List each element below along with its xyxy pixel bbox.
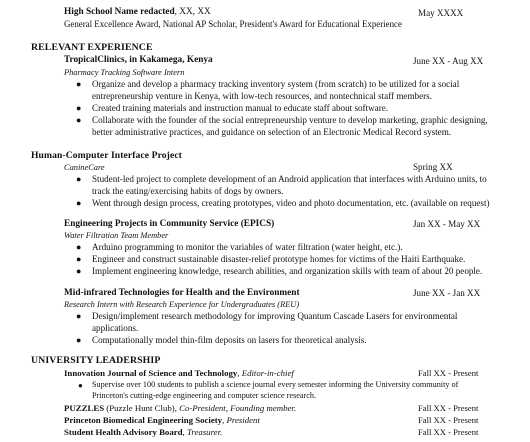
- bullet-text: Went through design process, creating prototypes, video and photo documentation, etc. (available on request): [92, 198, 490, 208]
- midir-org: Mid-infrared Technologies for Health and the Environment: [64, 288, 300, 298]
- bullet-dot: ●: [76, 115, 82, 125]
- shab-sep: ,: [182, 427, 187, 437]
- hci-project: CanineCare: [64, 163, 105, 172]
- section-heading-university-leadership: UNIVERSITY LEADERSHIP: [31, 355, 161, 366]
- bullet-dot: ●: [76, 254, 82, 264]
- bullet-text: applications.: [92, 323, 139, 333]
- epics-date: Jan XX - May XX: [413, 219, 481, 229]
- bullet-text: Organize and develop a pharmacy tracking inventory system (from scratch) to be utilized for a social: [92, 79, 460, 89]
- bullet-text: Design/implement research methodology for improving Quantum Cascade Lasers for environmental: [92, 311, 458, 321]
- shab-date: Fall XX - Present: [418, 427, 479, 437]
- epics-org: Engineering Projects in Community Service (EPICS): [64, 219, 275, 229]
- bullet-text: entrepreneurship venture in Kenya, with low-tech resources, and nontechnical staff members.: [92, 91, 432, 101]
- puzzles-date: Fall XX - Present: [418, 403, 479, 413]
- bullet-text: Arduino programming to monitor the variables of water filtration (water height, etc.).: [92, 242, 403, 252]
- high-school-name: High School Name redacted: [64, 7, 175, 17]
- ijst-date: Fall XX - Present: [418, 368, 479, 378]
- bullet-text: Engineer and construct sustainable disaster-relief prototype homes for victims of the Haiti Earthquake.: [92, 254, 466, 264]
- high-school-date: May XXXX: [418, 8, 464, 18]
- puzzles-role: Co-President, Founding member.: [179, 403, 297, 413]
- puzzles-org: PUZZLES: [64, 403, 105, 413]
- tropical-org: TropicalClinics, in Kakamega, Kenya: [64, 55, 213, 65]
- bullet-dot: ●: [76, 79, 82, 89]
- epics-role: Water Filtration Team Member: [64, 231, 169, 240]
- bullet-text: Created training materials and instruction manual to educate staff about software.: [92, 103, 389, 113]
- tropical-role: Pharmacy Tracking Software Intern: [64, 68, 185, 77]
- hci-date: Spring XX: [413, 162, 453, 172]
- bullet-dot: ●: [76, 174, 82, 184]
- pbes-date: Fall XX - Present: [418, 415, 479, 425]
- section-heading-relevant-experience: RELEVANT EXPERIENCE: [31, 42, 153, 53]
- ijst-sep: ,: [237, 368, 242, 378]
- bullet-dot: ●: [76, 103, 82, 113]
- hci-heading: Human-Computer Interface Project: [31, 150, 182, 161]
- bullet-dot: ●: [76, 311, 82, 321]
- bullet-dot: ●: [78, 381, 83, 390]
- midir-role: Research Intern with Research Experience for Undergraduates (REU): [64, 300, 300, 309]
- bullet-text: Computationally model thin-film deposits on lasers for theoretical analysis.: [92, 335, 367, 345]
- pbes-org: Princeton Biomedical Engineering Society: [64, 415, 223, 425]
- high-school-awards: General Excellence Award, National AP Scholar, President's Award for Educational Experience: [64, 19, 402, 29]
- ijst-role: Editor-in-chief: [241, 368, 294, 378]
- bullet-text: better administrative practices, and guidance on selection of an Electronic Medical Record system.: [92, 127, 452, 137]
- shab-org: Student Health Advisory Board: [64, 427, 183, 437]
- bullet-text: Student-led project to complete development of an Android application that interfaces with Arduino units, to: [92, 174, 487, 184]
- puzzles-rest: (Puzzle Hunt Club),: [104, 403, 180, 413]
- high-school-location: , XX, XX: [174, 7, 211, 17]
- pbes-sep: ,: [222, 415, 227, 425]
- bullet-text: track the eating/exercising habits of dogs by owners.: [92, 186, 284, 196]
- bullet-dot: ●: [76, 335, 82, 345]
- bullet-text: Princeton's cutting-edge engineering and computer science research.: [92, 391, 317, 400]
- bullet-text: Supervise over 100 students to publish a science journal every semester informing the University community of: [92, 380, 459, 389]
- tropical-date: June XX - Aug XX: [413, 56, 484, 66]
- bullet-dot: ●: [76, 198, 82, 208]
- midir-date: June XX - Jan XX: [413, 288, 481, 298]
- pbes-role: President: [226, 415, 260, 425]
- bullet-text: Implement engineering knowledge, research abilities, and organization skills with team of about 20 people.: [92, 266, 483, 276]
- shab-role: Treasurer.: [186, 427, 223, 437]
- bullet-dot: ●: [76, 242, 82, 252]
- bullet-text: Collaborate with the founder of the social entrepreneurship venture to develop marketing, graphic designing,: [92, 115, 488, 125]
- bullet-dot: ●: [76, 266, 82, 276]
- ijst-org: Innovation Journal of Science and Technology: [64, 368, 238, 378]
